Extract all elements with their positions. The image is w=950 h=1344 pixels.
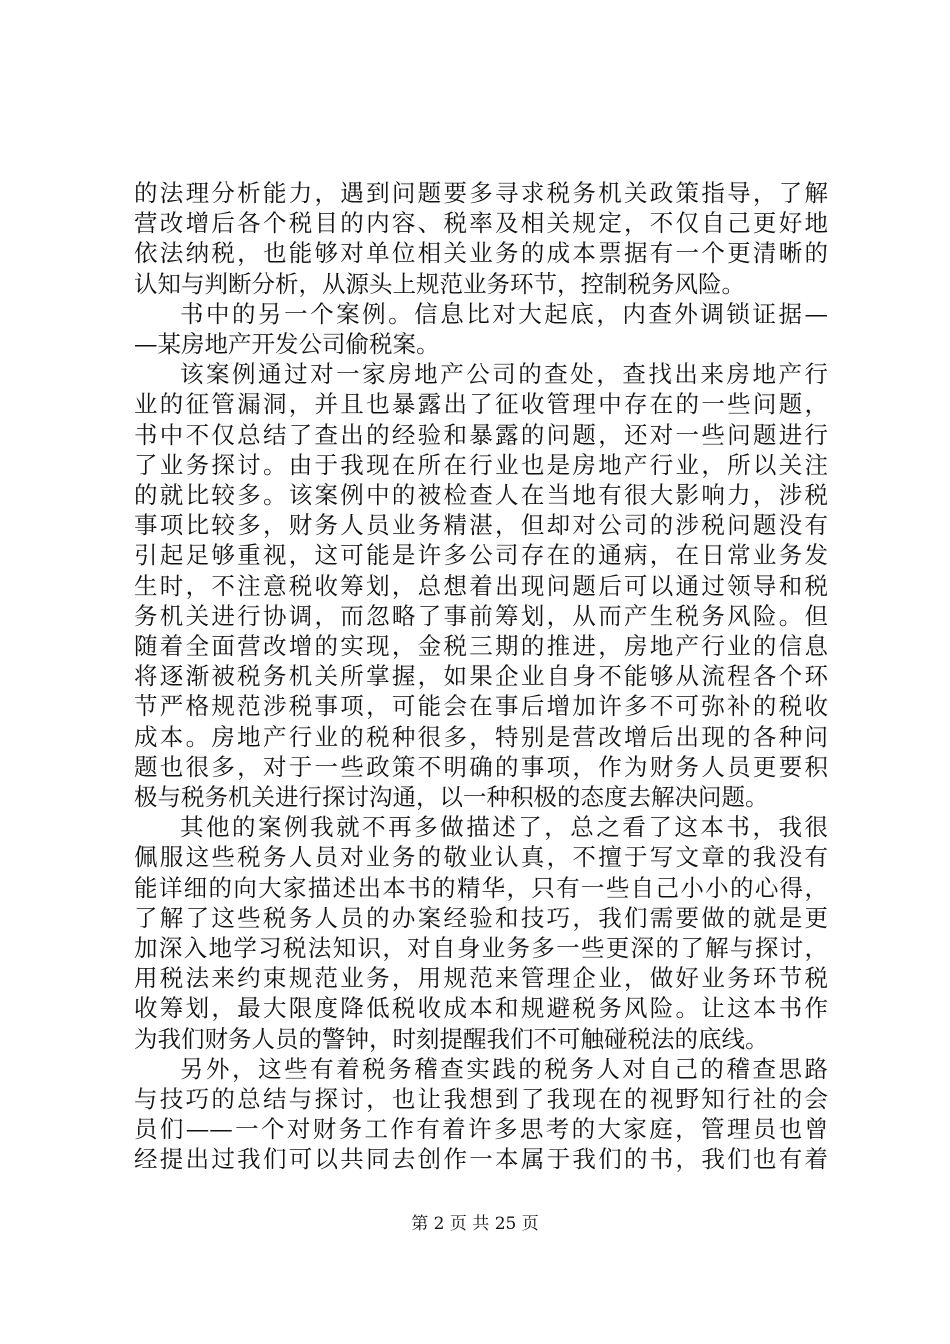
body-text-line: 生时，不注意税收筹划，总想着出现问题后可以通过领导和税 [134,571,828,600]
body-text-line: 员们——一个对财务工作有着许多思考的大家庭，管理员也曾 [134,1115,828,1144]
body-text-line: 业的征管漏洞，并且也暴露出了征收管理中存在的一些问题， [134,390,828,419]
body-text-line: 加深入地学习税法知识，对自身业务多一些更深的了解与探讨， [134,934,828,962]
body-text-line: 经提出过我们可以共同去创作一本属于我们的书，我们也有着 [134,1145,828,1174]
body-text-line: 与技巧的总结与探讨，也让我想到了我现在的视野知行社的会 [134,1085,828,1113]
body-text-line: 的法理分析能力，遇到问题要多寻求税务机关政策指导，了解 [134,179,828,207]
body-text-line: 收筹划，最大限度降低税收成本和规避税务风险。让这本书作 [134,994,828,1023]
body-text-line: 了业务探讨。由于我现在所在行业也是房地产行业，所以关注 [134,450,828,479]
body-text-line: 的就比较多。该案例中的被检查人在当地有很大影响力，涉税 [134,481,828,509]
body-text-line: 务机关进行协调，而忽略了事前筹划，从而产生税务风险。但 [134,601,828,630]
page-number-footer: 第 2 页 共 25 页 [411,1214,539,1234]
body-text-line: 能详细的向大家描述出本书的精华，只有一些自己小小的心得， [134,873,828,902]
body-text-line: 依法纳税，也能够对单位相关业务的成本票据有一个更清晰的 [134,239,828,268]
body-text-line: 成本。房地产行业的税种很多，特别是营改增后出现的各种问 [134,722,828,751]
body-text-line: 用税法来约束规范业务，用规范来管理企业，做好业务环节税 [134,964,828,993]
body-text-line: 了解了这些税务人员的办案经验和技巧，我们需要做的就是更 [134,903,828,932]
body-text-line: 极与税务机关进行探讨沟通，以一种积极的态度去解决问题。 [134,783,769,811]
paragraph-first-line: 该案例通过对一家房地产公司的查处，查找出来房地产行 [180,360,828,389]
body-text-line: —某房地产开发公司偷税案。 [134,330,440,358]
body-text-line: 为我们财务人员的警钟，时刻提醒我们不可触碰税法的底线。 [134,1024,769,1053]
body-text-line: 节严格规范涉税事项，可能会在事后增加许多不可弥补的税收 [134,692,828,721]
paragraph-first-line: 其他的案例我就不再多做描述了，总之看了这本书，我很 [180,813,828,842]
body-text-line: 事项比较多，财务人员业务精湛，但却对公司的涉税问题没有 [134,511,828,540]
body-text-line: 营改增后各个税目的内容、税率及相关规定，不仅自己更好地 [134,209,828,238]
body-text-line: 题也很多，对于一些政策不明确的事项，作为财务人员更要积 [134,752,828,781]
body-text-line: 随着全面营改增的实现，金税三期的推进，房地产行业的信息 [134,632,828,660]
paragraph-first-line: 另外，这些有着税务稽查实践的税务人对自己的稽查思路 [180,1054,828,1083]
body-text-line: 佩服这些税务人员对业务的敬业认真，不擅于写文章的我没有 [134,843,828,872]
body-text-line: 引起足够重视，这可能是许多公司存在的通病，在日常业务发 [134,541,828,570]
body-text-line: 认知与判断分析，从源头上规范业务环节，控制税务风险。 [134,269,745,298]
body-text-line: 书中不仅总结了查出的经验和暴露的问题，还对一些问题进行 [134,420,828,449]
paragraph-first-line: 书中的另一个案例。信息比对大起底，内查外调锁证据— [180,299,828,328]
body-text-line: 将逐渐被税务机关所掌握，如果企业自身不能够从流程各个环 [134,662,828,691]
